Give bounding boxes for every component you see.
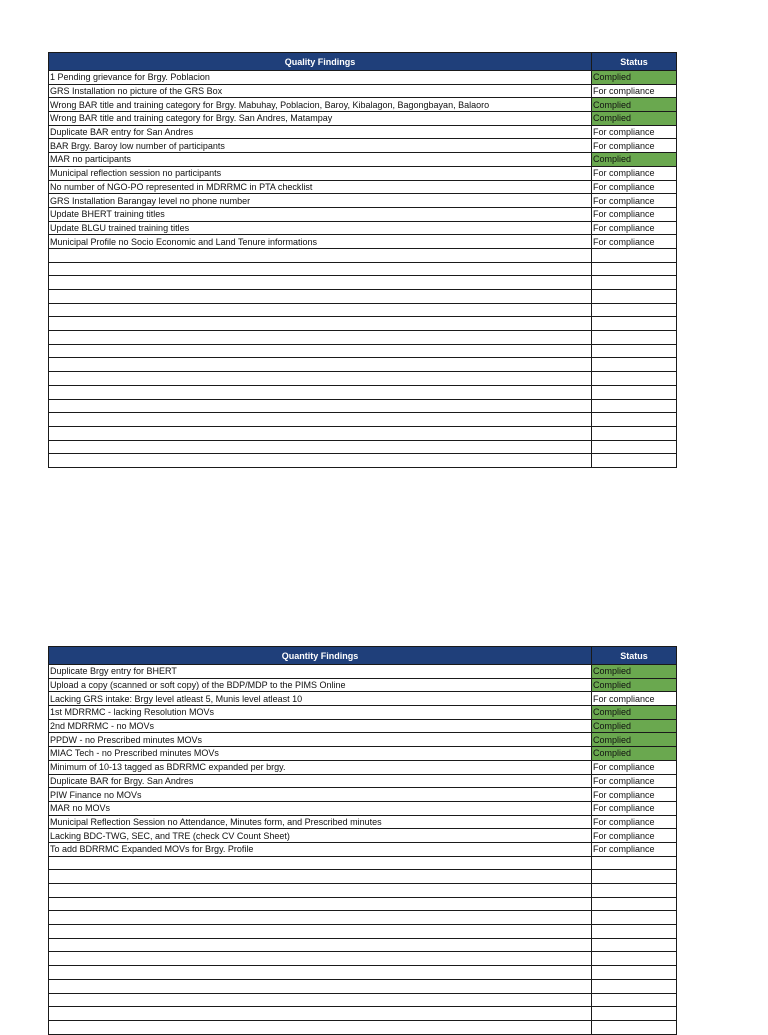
finding-cell[interactable] [49, 884, 592, 898]
quality-status-header[interactable]: Status [592, 53, 677, 71]
status-cell[interactable]: For compliance [592, 842, 677, 856]
quantity-table-body [49, 665, 677, 1035]
table-row [49, 678, 677, 692]
status-cell[interactable]: Complied [592, 733, 677, 747]
finding-cell[interactable] [49, 870, 592, 884]
table-row [49, 166, 677, 180]
empty-row [49, 331, 677, 345]
table-row [49, 139, 677, 153]
finding-cell[interactable]: 1st MDRRMC - lacking Resolution MOVs [49, 706, 592, 720]
finding-cell[interactable] [49, 454, 592, 468]
status-cell[interactable]: Complied [592, 665, 677, 679]
empty-row [49, 993, 677, 1007]
status-cell[interactable]: For compliance [592, 125, 677, 139]
finding-cell[interactable]: Upload a copy (scanned or soft copy) of the BDP/MDP to the PIMS Online [49, 678, 592, 692]
status-cell[interactable] [592, 966, 677, 980]
status-cell[interactable] [592, 870, 677, 884]
status-cell[interactable] [592, 426, 677, 440]
status-cell[interactable] [592, 358, 677, 372]
table-row [49, 760, 677, 774]
empty-row [49, 317, 677, 331]
status-cell[interactable] [592, 1020, 677, 1034]
status-cell[interactable] [592, 276, 677, 290]
finding-cell[interactable] [49, 1007, 592, 1021]
finding-cell[interactable]: Wrong BAR title and training category for Brgy. Mabuhay, Poblacion, Baroy, Kibalagon, Bagongbayan, Balaoro [49, 98, 592, 112]
table-row [49, 747, 677, 761]
status-cell[interactable]: For compliance [592, 774, 677, 788]
empty-row [49, 1007, 677, 1021]
status-cell[interactable]: For compliance [592, 829, 677, 843]
quantity-status-header[interactable]: Status [592, 647, 677, 665]
status-cell[interactable]: For compliance [592, 84, 677, 98]
finding-cell[interactable]: Municipal reflection session no participants [49, 166, 592, 180]
table-row [49, 706, 677, 720]
status-cell[interactable] [592, 938, 677, 952]
status-cell[interactable] [592, 317, 677, 331]
status-cell[interactable] [592, 993, 677, 1007]
empty-row [49, 454, 677, 468]
finding-cell[interactable] [49, 399, 592, 413]
status-cell[interactable] [592, 248, 677, 262]
finding-cell[interactable] [49, 276, 592, 290]
status-cell[interactable]: Complied [592, 719, 677, 733]
table-row [49, 801, 677, 815]
empty-row [49, 979, 677, 993]
empty-row [49, 344, 677, 358]
finding-cell[interactable]: No number of NGO-PO represented in MDRRMC in PTA checklist [49, 180, 592, 194]
status-cell[interactable]: For compliance [592, 788, 677, 802]
finding-cell[interactable] [49, 952, 592, 966]
empty-row [49, 938, 677, 952]
table-row [49, 153, 677, 167]
empty-row [49, 303, 677, 317]
status-cell[interactable]: For compliance [592, 692, 677, 706]
status-cell[interactable]: Complied [592, 98, 677, 112]
empty-row [49, 372, 677, 386]
table-row [49, 842, 677, 856]
finding-cell[interactable] [49, 290, 592, 304]
table-row [49, 774, 677, 788]
status-cell[interactable]: For compliance [592, 815, 677, 829]
status-cell[interactable] [592, 385, 677, 399]
finding-cell[interactable] [49, 440, 592, 454]
status-cell[interactable]: For compliance [592, 235, 677, 249]
status-cell[interactable]: Complied [592, 706, 677, 720]
status-cell[interactable] [592, 399, 677, 413]
status-cell[interactable]: Complied [592, 112, 677, 126]
status-cell[interactable]: For compliance [592, 166, 677, 180]
finding-cell[interactable]: BAR Brgy. Baroy low number of participants [49, 139, 592, 153]
quality-header-row [49, 53, 677, 71]
empty-row [49, 440, 677, 454]
finding-cell[interactable] [49, 331, 592, 345]
finding-cell[interactable]: GRS Installation Barangay level no phone number [49, 194, 592, 208]
finding-cell[interactable] [49, 385, 592, 399]
status-cell[interactable] [592, 262, 677, 276]
empty-row [49, 290, 677, 304]
finding-cell[interactable] [49, 317, 592, 331]
finding-cell[interactable] [49, 248, 592, 262]
finding-cell[interactable] [49, 344, 592, 358]
table-row [49, 112, 677, 126]
table-row [49, 733, 677, 747]
status-cell[interactable] [592, 952, 677, 966]
table-row [49, 692, 677, 706]
status-cell[interactable] [592, 897, 677, 911]
finding-cell[interactable]: PPDW - no Prescribed minutes MOVs [49, 733, 592, 747]
quality-table-body [49, 71, 677, 468]
status-cell[interactable]: For compliance [592, 760, 677, 774]
empty-row [49, 358, 677, 372]
empty-row [49, 399, 677, 413]
table-row [49, 84, 677, 98]
finding-cell[interactable] [49, 413, 592, 427]
table-row [49, 815, 677, 829]
status-cell[interactable]: Complied [592, 153, 677, 167]
status-cell[interactable]: For compliance [592, 180, 677, 194]
table-row [49, 125, 677, 139]
status-cell[interactable] [592, 440, 677, 454]
finding-cell[interactable]: 1 Pending grievance for Brgy. Poblacion [49, 71, 592, 85]
finding-cell[interactable]: Lacking BDC-TWG, SEC, and TRE (check CV Count Sheet) [49, 829, 592, 843]
finding-cell[interactable] [49, 856, 592, 870]
empty-row [49, 276, 677, 290]
quantity-findings-table [48, 646, 677, 1035]
status-cell[interactable]: For compliance [592, 221, 677, 235]
empty-row [49, 385, 677, 399]
status-cell[interactable] [592, 454, 677, 468]
status-cell[interactable] [592, 856, 677, 870]
finding-cell[interactable] [49, 372, 592, 386]
finding-cell[interactable]: MIAC Tech - no Prescribed minutes MOVs [49, 747, 592, 761]
empty-row [49, 925, 677, 939]
status-cell[interactable]: Complied [592, 747, 677, 761]
finding-cell[interactable] [49, 303, 592, 317]
table-row [49, 180, 677, 194]
empty-row [49, 248, 677, 262]
finding-cell[interactable] [49, 979, 592, 993]
quality-findings-header[interactable]: Quality Findings [49, 53, 592, 71]
status-cell[interactable] [592, 1007, 677, 1021]
table-row [49, 665, 677, 679]
status-cell[interactable]: For compliance [592, 207, 677, 221]
empty-row [49, 413, 677, 427]
finding-cell[interactable] [49, 993, 592, 1007]
status-cell[interactable] [592, 344, 677, 358]
status-cell[interactable] [592, 925, 677, 939]
quantity-header-row [49, 647, 677, 665]
finding-cell[interactable] [49, 426, 592, 440]
empty-row [49, 897, 677, 911]
finding-cell[interactable]: 2nd MDRRMC - no MOVs [49, 719, 592, 733]
status-cell[interactable]: Complied [592, 678, 677, 692]
finding-cell[interactable]: Update BLGU trained training titles [49, 221, 592, 235]
status-cell[interactable] [592, 372, 677, 386]
status-cell[interactable]: Complied [592, 71, 677, 85]
status-cell[interactable] [592, 413, 677, 427]
finding-cell[interactable]: Duplicate BAR entry for San Andres [49, 125, 592, 139]
finding-cell[interactable]: Minimum of 10-13 tagged as BDRRMC expanded per brgy. [49, 760, 592, 774]
empty-row [49, 870, 677, 884]
finding-cell[interactable] [49, 911, 592, 925]
empty-row [49, 1020, 677, 1034]
finding-cell[interactable]: Municipal Profile no Socio Economic and Land Tenure informations [49, 235, 592, 249]
empty-row [49, 262, 677, 276]
finding-cell[interactable]: MAR no MOVs [49, 801, 592, 815]
table-row [49, 71, 677, 85]
empty-row [49, 426, 677, 440]
finding-cell[interactable] [49, 1020, 592, 1034]
status-cell[interactable] [592, 911, 677, 925]
finding-cell[interactable] [49, 358, 592, 372]
finding-cell[interactable]: Wrong BAR title and training category for Brgy. San Andres, Matampay [49, 112, 592, 126]
status-cell[interactable] [592, 331, 677, 345]
table-row [49, 98, 677, 112]
finding-cell[interactable] [49, 897, 592, 911]
finding-cell[interactable]: Duplicate Brgy entry for BHERT [49, 665, 592, 679]
status-cell[interactable] [592, 979, 677, 993]
table-row [49, 194, 677, 208]
table-row [49, 788, 677, 802]
status-cell[interactable]: For compliance [592, 194, 677, 208]
finding-cell[interactable]: Lacking GRS intake: Brgy level atleast 5, Munis level atleast 10 [49, 692, 592, 706]
finding-cell[interactable]: Update BHERT training titles [49, 207, 592, 221]
finding-cell[interactable]: PIW Finance no MOVs [49, 788, 592, 802]
status-cell[interactable] [592, 290, 677, 304]
status-cell[interactable] [592, 884, 677, 898]
empty-row [49, 911, 677, 925]
empty-row [49, 966, 677, 980]
finding-cell[interactable] [49, 262, 592, 276]
table-row [49, 719, 677, 733]
table-row [49, 207, 677, 221]
status-cell[interactable] [592, 303, 677, 317]
finding-cell[interactable] [49, 966, 592, 980]
status-cell[interactable]: For compliance [592, 801, 677, 815]
table-row [49, 221, 677, 235]
empty-row [49, 952, 677, 966]
empty-row [49, 884, 677, 898]
finding-cell[interactable]: Municipal Reflection Session no Attendance, Minutes form, and Prescribed minutes [49, 815, 592, 829]
finding-cell[interactable]: To add BDRRMC Expanded MOVs for Brgy. Profile [49, 842, 592, 856]
table-row [49, 235, 677, 249]
quality-findings-table [48, 52, 677, 468]
empty-row [49, 856, 677, 870]
finding-cell[interactable] [49, 938, 592, 952]
quantity-findings-header[interactable]: Quantity Findings [49, 647, 592, 665]
finding-cell[interactable]: Duplicate BAR for Brgy. San Andres [49, 774, 592, 788]
finding-cell[interactable]: GRS Installation no picture of the GRS Box [49, 84, 592, 98]
finding-cell[interactable]: MAR no participants [49, 153, 592, 167]
finding-cell[interactable] [49, 925, 592, 939]
status-cell[interactable]: For compliance [592, 139, 677, 153]
table-row [49, 829, 677, 843]
